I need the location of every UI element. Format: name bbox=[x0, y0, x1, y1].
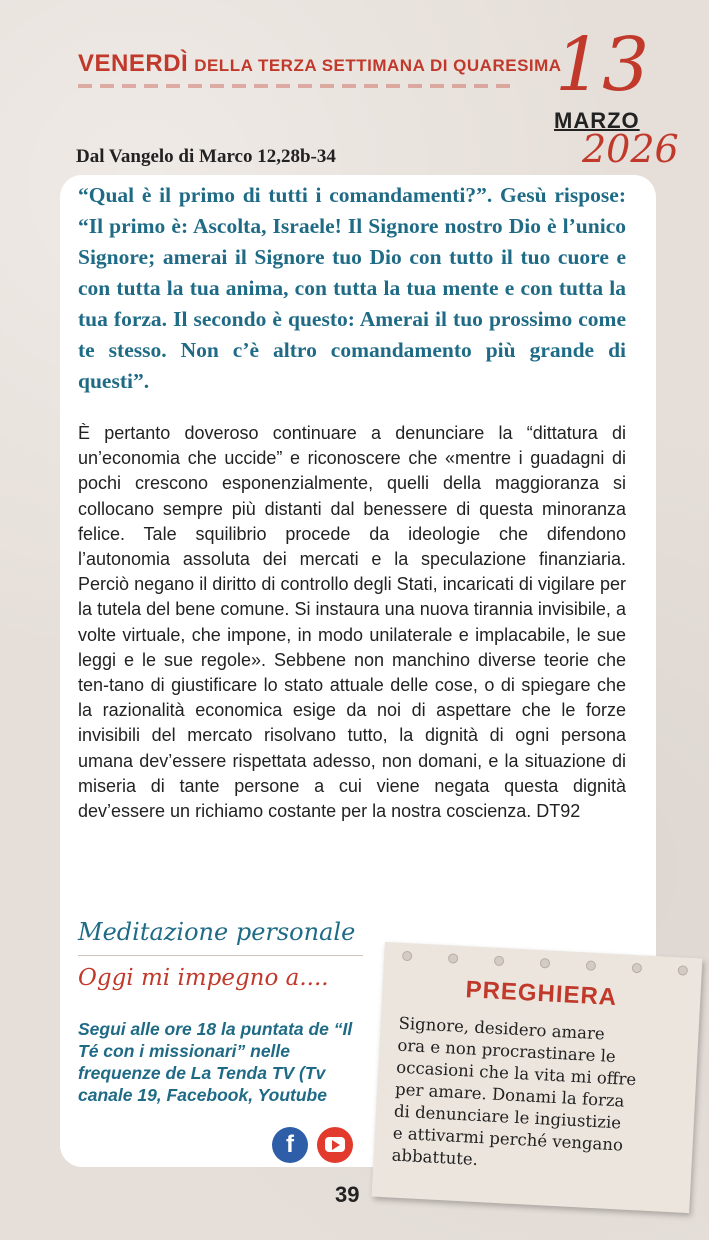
header-underline bbox=[78, 84, 518, 88]
youtube-play-icon bbox=[332, 1140, 340, 1150]
facebook-glyph: f bbox=[286, 1131, 294, 1158]
prayer-text: Signore, desidero amare ora e non procrastinare le occasioni che la vita mi offre per amare. Donami la forza di denunciare le ingiustizie e attivarmi perché vengano abbattute. bbox=[391, 1013, 637, 1170]
note-holes bbox=[402, 951, 687, 976]
note-hole bbox=[402, 951, 413, 962]
promo-text: Segui alle ore 18 la puntata de “Il Té con i missionari” nelle frequenze de La Tenda TV (Tv canale 19, Facebook, Youtube bbox=[78, 1019, 353, 1105]
date-day: 13 bbox=[555, 22, 650, 108]
note-hole bbox=[678, 965, 689, 976]
note-hole bbox=[448, 953, 459, 964]
header-day-name: VENERDÌ bbox=[78, 50, 189, 77]
note-hole bbox=[540, 958, 551, 969]
date-year: 2026 bbox=[582, 127, 679, 171]
reflection-text: È pertanto doveroso continuare a denunciare la “dittatura di un’economia che uccide” e riconoscere che «mentre i guadagni di pochi crescono esponenzialmente, quelli della maggioranza si collocano sempre più distanti dal benessere di questa minoranza felice. Tale squilibrio procede da ideologie che difendono l’autonomia assoluta dei mercati e la speculazione finanziaria. Perciò negano il diritto di controllo degli Stati, incaricati di vigilare per la tutela del bene comune. Si instaura una nuova tirannia invisibile, a volte virtuale, che impone, in modo unilaterale e implacabile, le sue leggi e le sue regole». Sebbene non manchino diverse teorie che ten-tano di giustificare lo stato attuale delle cose, o di spiegare che la razionalità economica esige da noi di aspettare che le forze invisibili del mercato risolvano tutto, la dignità di ogni persona umana dev’essere rispettata adesso, non domani, e la situazione di miseria di tante persone a cui viene negata questa dignità dev’essere un richiamo costante per la nostra coscienza. DT92 bbox=[78, 423, 626, 822]
header-subtitle: DELLA TERZA SETTIMANA DI QUARESIMA bbox=[194, 56, 562, 75]
page-number: 39 bbox=[335, 1182, 360, 1207]
date-month: MARZO bbox=[554, 108, 640, 133]
note-hole bbox=[632, 963, 643, 974]
note-hole bbox=[494, 956, 505, 967]
meditation-label: Meditazione personale bbox=[78, 918, 356, 946]
youtube-icon[interactable] bbox=[317, 1127, 353, 1163]
header-title bbox=[78, 50, 562, 78]
divider bbox=[78, 955, 363, 956]
prayer-title: PREGHIERA bbox=[464, 976, 618, 1012]
gospel-reference: Dal Vangelo di Marco 12,28b-34 bbox=[76, 146, 336, 167]
facebook-icon[interactable] bbox=[272, 1127, 308, 1163]
prayer-note bbox=[372, 942, 703, 1213]
commitment-label: Oggi mi impegno a.... bbox=[78, 965, 329, 991]
gospel-quote: “Qual è il primo di tutti i comandamenti?”. Gesù rispose: “Il primo è: Ascolta, Israele! Il Signore nostro Dio è l’unico Signore; amerai il Signore tuo Dio con tutto il tuo cuore e con tutta la tua anima, con tutta la tua mente e con tutta la tua forza. Il secondo è questo: Amerai il tuo prossimo come te stesso. Non c’è altro comandamento più grande di questi”. bbox=[78, 183, 626, 393]
note-hole bbox=[586, 960, 597, 971]
